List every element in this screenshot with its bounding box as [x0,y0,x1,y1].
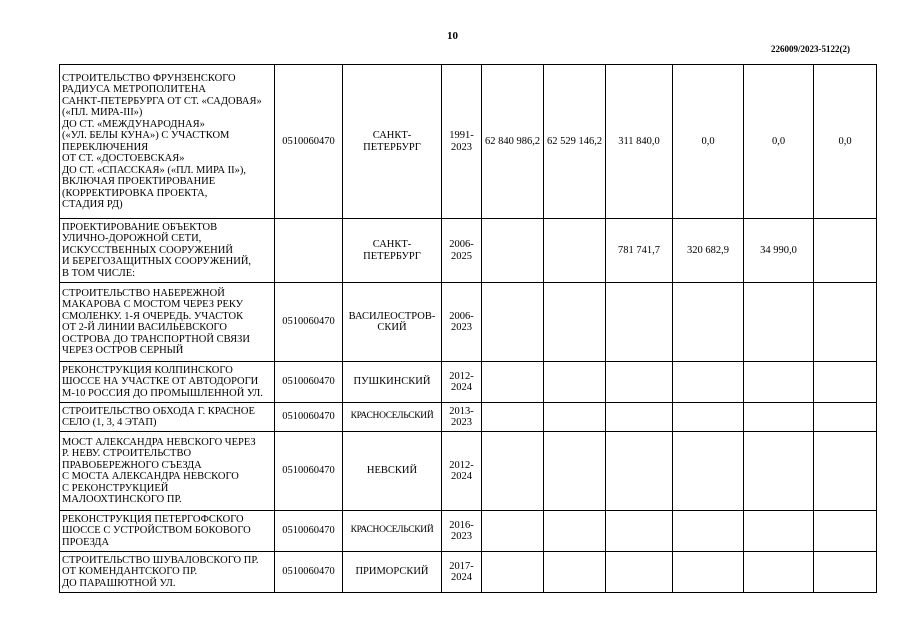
page-number: 10 [447,30,458,42]
value-cell [814,511,877,552]
years-cell: 2013- 2023 [442,403,482,432]
value-cell [482,432,544,511]
district-cell: ПРИМОРСКИЙ [343,552,442,593]
value-cell [606,432,673,511]
district-cell: НЕВСКИЙ [343,432,442,511]
code-cell: 0510060470 [275,65,343,219]
district-cell: КРАСНОСЕЛЬСКИЙ [343,511,442,552]
value-cell [544,511,606,552]
table-row [60,65,877,219]
investment-table [59,64,877,593]
years-cell: 1991- 2023 [442,65,482,219]
value-cell [673,283,744,362]
value-cell [544,432,606,511]
value-cell [482,362,544,403]
value-cell [673,511,744,552]
value-cell [606,552,673,593]
years-cell: 2016- 2023 [442,511,482,552]
value-cell: 781 741,7 [606,219,673,283]
value-cell [744,432,814,511]
code-cell: 0510060470 [275,511,343,552]
value-cell [544,283,606,362]
value-cell [544,552,606,593]
value-cell [482,219,544,283]
table-row [60,283,877,362]
value-cell [606,511,673,552]
value-cell: 0,0 [744,65,814,219]
district-cell: САНКТ- ПЕТЕРБУРГ [343,65,442,219]
value-cell [744,511,814,552]
value-cell [814,219,877,283]
value-cell [814,283,877,362]
code-cell: 0510060470 [275,552,343,593]
object-name-cell: РЕКОНСТРУКЦИЯ КОЛПИНСКОГО ШОССЕ НА УЧАСТКЕ ОТ АВТОДОРОГИ М-10 РОССИЯ ДО ПРОМЫШЛЕННОЙ УЛ. [60,362,275,403]
years-cell: 2012- 2024 [442,432,482,511]
district-cell: ВАСИЛЕОСТРОВ- СКИЙ [343,283,442,362]
code-cell: 0510060470 [275,283,343,362]
object-name-cell: СТРОИТЕЛЬСТВО ОБХОДА Г. КРАСНОЕ СЕЛО (1, 3, 4 ЭТАП) [60,403,275,432]
object-name-cell: ПРОЕКТИРОВАНИЕ ОБЪЕКТОВ УЛИЧНО-ДОРОЖНОЙ СЕТИ, ИСКУССТВЕННЫХ СООРУЖЕНИЙ И БЕРЕГОЗАЩИТНЫХ СООРУЖЕНИЙ, В ТОМ ЧИСЛЕ: [60,219,275,283]
value-cell [606,283,673,362]
table-row [60,552,877,593]
object-name-cell: РЕКОНСТРУКЦИЯ ПЕТЕРГОФСКОГО ШОССЕ С УСТРОЙСТВОМ БОКОВОГО ПРОЕЗДА [60,511,275,552]
table-row [60,511,877,552]
value-cell [673,552,744,593]
value-cell [814,362,877,403]
value-cell [814,552,877,593]
value-cell: 34 990,0 [744,219,814,283]
object-name-cell: МОСТ АЛЕКСАНДРА НЕВСКОГО ЧЕРЕЗ Р. НЕВУ. СТРОИТЕЛЬСТВО ПРАВОБЕРЕЖНОГО СЪЕЗДА С МОСТА АЛЕКСАНДРА НЕВСКОГО С РЕКОНСТРУКЦИЕЙ МАЛООХТИНСКОГО ПР. [60,432,275,511]
object-name-cell: СТРОИТЕЛЬСТВО ФРУНЗЕНСКОГО РАДИУСА МЕТРОПОЛИТЕНА САНКТ-ПЕТЕРБУРГА ОТ СТ. «САДОВАЯ» («ПЛ. МИРА-III») ДО СТ. «МЕЖДУНАРОДНАЯ» («УЛ. БЕЛЫ КУНА») С УЧАСТКОМ ПЕРЕКЛЮЧЕНИЯ ОТ СТ. «ДОСТОЕВСКАЯ» ДО СТ. «СПАССКАЯ» («ПЛ. МИРА II»), ВКЛЮЧАЯ ПРОЕКТИРОВАНИЕ (КОРРЕКТИРОВКА ПРОЕКТА, СТАДИЯ РД) [60,65,275,219]
value-cell [814,432,877,511]
district-cell: КРАСНОСЕЛЬСКИЙ [343,403,442,432]
value-cell: 0,0 [673,65,744,219]
code-cell: 0510060470 [275,362,343,403]
object-name-cell: СТРОИТЕЛЬСТВО НАБЕРЕЖНОЙ МАКАРОВА С МОСТОМ ЧЕРЕЗ РЕКУ СМОЛЕНКУ. 1-Я ОЧЕРЕДЬ. УЧАСТОК ОТ 2-Й ЛИНИИ ВАСИЛЬЕВСКОГО ОСТРОВА ДО ТРАНСПОРТНОЙ СВЯЗИ ЧЕРЕЗ ОСТРОВ СЕРНЫЙ [60,283,275,362]
years-cell: 2012- 2024 [442,362,482,403]
district-cell: ПУШКИНСКИЙ [343,362,442,403]
code-cell [275,219,343,283]
value-cell [606,403,673,432]
value-cell [814,403,877,432]
value-cell: 0,0 [814,65,877,219]
value-cell [544,362,606,403]
value-cell [744,403,814,432]
value-cell [482,511,544,552]
table-row [60,362,877,403]
value-cell [673,362,744,403]
value-cell [673,432,744,511]
value-cell [482,403,544,432]
years-cell: 2006- 2025 [442,219,482,283]
value-cell [744,283,814,362]
value-cell [744,362,814,403]
value-cell [544,403,606,432]
years-cell: 2017- 2024 [442,552,482,593]
value-cell [482,283,544,362]
value-cell [744,552,814,593]
value-cell [673,403,744,432]
table-row [60,219,877,283]
table-row [60,432,877,511]
value-cell [482,552,544,593]
value-cell [606,362,673,403]
code-cell: 0510060470 [275,403,343,432]
district-cell: САНКТ- ПЕТЕРБУРГ [343,219,442,283]
document-id: 226009/2023-5122(2) [771,44,850,54]
value-cell: 62 529 146,2 [544,65,606,219]
table-row [60,403,877,432]
code-cell: 0510060470 [275,432,343,511]
object-name-cell: СТРОИТЕЛЬСТВО ШУВАЛОВСКОГО ПР. ОТ КОМЕНДАНТСКОГО ПР. ДО ПАРАШЮТНОЙ УЛ. [60,552,275,593]
value-cell: 311 840,0 [606,65,673,219]
value-cell [544,219,606,283]
value-cell: 62 840 986,2 [482,65,544,219]
years-cell: 2006- 2023 [442,283,482,362]
value-cell: 320 682,9 [673,219,744,283]
